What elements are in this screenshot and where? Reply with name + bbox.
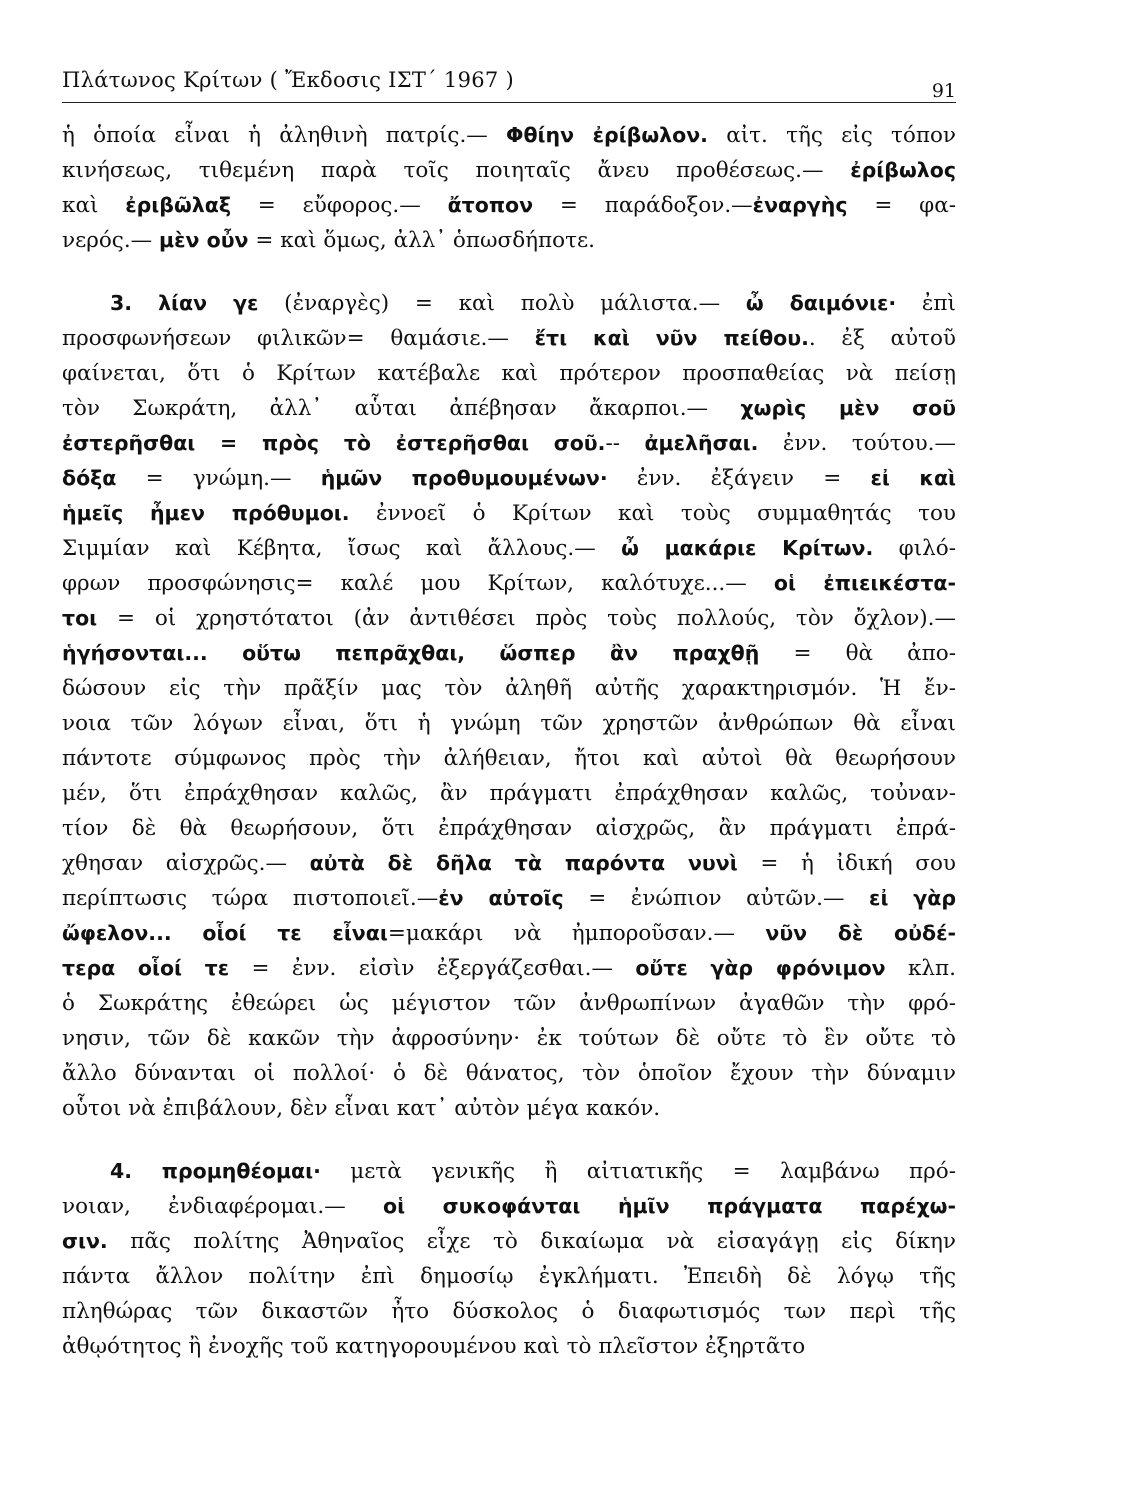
lemma-text: ὤφελον... οἷοί τε εἶναι [62, 921, 388, 945]
paragraph-1 [62, 118, 956, 258]
text-line [62, 1294, 956, 1329]
lemma-text: ἡμεῖς ἦμεν πρόθυμοι. [62, 501, 350, 525]
gloss-text: ἐνν. ἐξάγειν = [607, 466, 871, 491]
gloss-text: νοια τῶν λόγων εἶναι, ὅτι ἡ γνώμη τῶν χρηστῶν ἀνθρώπων θὰ εἶναι [62, 711, 956, 736]
gloss-text: =μακάρι νὰ ἠμποροῦσαν.— [387, 921, 766, 946]
text-line [62, 1224, 956, 1259]
lemma-text: χωρὶς μὲν σοῦ [740, 396, 956, 420]
gloss-text: δώσουν εἰς τὴν πρᾶξίν μας τὸν ἀληθῆ αὐτῆς χαρακτηρισμόν. Ἡ ἔν- [62, 676, 956, 701]
gloss-text: κινήσεως, τιθεμένη παρὰ τοῖς ποιηταῖς ἄνευ προθέσεως.— [62, 158, 851, 183]
text-line [62, 461, 956, 496]
text-line [62, 286, 956, 321]
gloss-text: ὁ Σωκράτης ἐθεώρει ὡς μέγιστον τῶν ἀνθρωπίνων ἀγαθῶν τὴν φρό- [62, 991, 956, 1016]
gloss-text: = εὔφορος.— [230, 193, 448, 218]
text-line [62, 496, 956, 531]
gloss-text: φρων προσφώνησις= καλέ μου Κρίτων, καλότυχε...— [62, 571, 774, 596]
gloss-text: πληθώρας τῶν δικαστῶν ἦτο δύσκολος ὁ διαφωτισμός των περὶ τῆς [62, 1299, 956, 1324]
gloss-text: . ἐξ αὐτοῦ [808, 326, 956, 351]
lemma-text: Φθίην ἐρίβωλον. [506, 123, 708, 147]
lemma-text: οἱ ἐπιεικέστα- [773, 571, 956, 595]
gloss-text: = ἡ ἰδική σου [737, 851, 956, 876]
gloss-text: = ἐνν. εἰσὶν ἐξεργάζεσθαι.— [229, 956, 636, 981]
gloss-text: προσφωνήσεων φιλικῶν= θαμάσιε.— [62, 326, 535, 351]
lemma-text: 4. προμηθέομαι· [110, 1159, 321, 1183]
gloss-text: (ἐναργὲς) = καὶ πολὺ μάλιστα.— [258, 291, 746, 316]
gloss-text: πᾶς πολίτης Ἀθηναῖος εἶχε τὸ δικαίωμα νὰ εἰσαγάγῃ εἰς δίκην [107, 1229, 956, 1254]
lemma-text: ὦ δαιμόνιε· [745, 291, 897, 315]
lemma-text: ἐριβῶλαξ [125, 193, 231, 217]
lemma-text: ἡγήσονται... οὕτω πεπρᾶχθαι, ὥσπερ ἂν πραχθῇ [62, 641, 760, 665]
gloss-text: πάντα ἄλλον πολίτην ἐπὶ δημοσίῳ ἐγκλήματι. Ἐπειδὴ δὲ λόγῳ τῆς [62, 1264, 956, 1289]
gloss-text: φιλό- [873, 536, 956, 561]
lemma-text: σιν. [62, 1229, 108, 1253]
text-line [62, 1021, 956, 1056]
text-line [62, 391, 956, 426]
gloss-text: = θὰ ἀπο- [759, 641, 957, 666]
text-line [62, 706, 956, 741]
lemma-text: ἐστερῆσθαι = πρὸς τὸ ἐστερῆσθαι σοῦ. [62, 431, 606, 455]
gloss-text: μέν, ὅτι ἐπράχθησαν καλῶς, ἂν πράγματι ἐπράχθησαν καλῶς, τοὐναν- [62, 781, 956, 806]
text-line [62, 601, 956, 636]
lemma-text: αὐτὰ δὲ δῆλα τὰ παρόντα νυνὶ [309, 851, 738, 875]
gloss-text: περίπτωσις τώρα πιστοποιεῖ.— [62, 886, 439, 911]
text-line [62, 636, 956, 671]
text-line [62, 426, 956, 461]
gloss-text: -- [605, 431, 645, 456]
lemma-text: ἡμῶν προθυμουμένων· [320, 466, 608, 490]
gloss-text: = ἐνώπιον αὐτῶν.— [563, 886, 870, 911]
text-line [62, 153, 956, 188]
gloss-text: τίον δὲ θὰ θεωρήσουν, ὅτι ἐπράχθησαν αἰσχρῶς, ἂν πράγματι ἐπρά- [62, 816, 956, 841]
text-line [62, 776, 956, 811]
text-line [62, 321, 956, 356]
text-line [62, 1091, 956, 1126]
lemma-text: ἐναργὴς [752, 193, 848, 217]
page-header [62, 62, 956, 103]
text-line [62, 916, 956, 951]
lemma-text: 3. λίαν γε [110, 291, 259, 315]
text-line [62, 188, 956, 223]
text-line [62, 846, 956, 881]
page-number: 91 [931, 80, 956, 102]
text-line [62, 1189, 956, 1224]
gloss-text: ἐπὶ [896, 291, 956, 316]
gloss-text: κλπ. [885, 956, 956, 981]
lemma-text: ἄτοπον [447, 193, 534, 217]
lemma-text: οὔτε γὰρ φρόνιμον [635, 956, 886, 980]
text-line [62, 1056, 956, 1091]
lemma-text: μὲν οὖν [159, 228, 249, 252]
commentary-body [62, 118, 956, 1364]
lemma-text: ἀμελῆσαι. [644, 431, 759, 455]
text-line [62, 671, 956, 706]
paragraph-2 [62, 286, 956, 1126]
text-line [62, 566, 956, 601]
gloss-text: νερός.— [62, 228, 160, 253]
gloss-text: ἡ ὁποία εἶναι ἡ ἀληθινὴ πατρίς.— [62, 123, 507, 148]
gloss-text: οὗτοι νὰ ἐπιβάλουν, δὲν εἶναι κατ᾽ αὐτὸν μέγα κακόν. [62, 1096, 661, 1121]
lemma-text: δόξα [62, 466, 117, 490]
lemma-text: τερα οἷοί τε [62, 956, 230, 980]
gloss-text: ἐνν. τούτου.— [758, 431, 956, 456]
lemma-text: ἐρίβωλος [850, 158, 956, 182]
text-line [62, 531, 956, 566]
gloss-text: φαίνεται, ὅτι ὁ Κρίτων κατέβαλε καὶ πρότερον προσπαθείας νὰ πείσῃ [62, 361, 956, 386]
lemma-text: ἐν αὐτοῖς [438, 886, 564, 910]
lemma-text: εἰ καὶ [870, 466, 957, 490]
lemma-text: οἱ συκοφάνται ἡμῖν πράγματα παρέχω- [383, 1194, 956, 1218]
gloss-text: ἐννοεῖ ὁ Κρίτων καὶ τοὺς συμμαθητάς του [349, 501, 956, 526]
text-line [62, 1154, 956, 1189]
text-line [62, 951, 956, 986]
gloss-text: πάντοτε σύμφωνος πρὸς τὴν ἀλήθειαν, ἤτοι καὶ αὐτοὶ θὰ θεωρήσουν [62, 746, 956, 771]
lemma-text: τοι [62, 606, 98, 630]
text-line [62, 881, 956, 916]
lemma-text: νῦν δὲ οὐδέ- [765, 921, 956, 945]
gloss-text: = γνώμη.— [116, 466, 321, 491]
lemma-text: εἰ γὰρ [869, 886, 957, 910]
gloss-text: αἰτ. τῆς εἰς τόπον [707, 123, 956, 148]
running-title: Πλάτωνος Κρίτων ( Ἔκδοσις ΙΣΤ΄ 1967 ) [62, 68, 515, 92]
gloss-text: = παράδοξον.— [533, 193, 753, 218]
text-line [62, 986, 956, 1021]
gloss-text: καὶ [62, 193, 126, 218]
text-line [62, 118, 956, 153]
text-line [62, 1259, 956, 1294]
gloss-text: ἀθῳότητος ἢ ἐνοχῆς τοῦ κατηγορουμένου καὶ τὸ πλεῖστον ἐξηρτᾶτο [62, 1334, 806, 1359]
paragraph-3 [62, 1154, 956, 1364]
gloss-text: νησιν, τῶν δὲ κακῶν τὴν ἀφροσύνην· ἐκ τούτων δὲ οὔτε τὸ ἓν οὔτε τὸ [62, 1026, 956, 1051]
gloss-text: νοιαν, ἐνδιαφέρομαι.— [62, 1194, 383, 1219]
gloss-text: τὸν Σωκράτη, ἀλλ᾽ αὗται ἀπέβησαν ἄκαρποι.— [62, 396, 741, 421]
gloss-text: χθησαν αἰσχρῶς.— [62, 851, 310, 876]
gloss-text: = οἱ χρηστότατοι (ἀν ἀντιθέσει πρὸς τοὺς πολλούς, τὸν ὄχλον).— [97, 606, 956, 631]
gloss-text: ἄλλο δύνανται οἱ πολλοί· ὁ δὲ θάνατος, τὸν ὁποῖον ἔχουν τὴν δύναμιν [62, 1061, 956, 1086]
text-line [62, 223, 956, 258]
gloss-text: Σιμμίαν καὶ Κέβητα, ἴσως καὶ ἄλλους.— [62, 536, 622, 561]
text-line [62, 811, 956, 846]
gloss-text: μετὰ γενικῆς ἢ αἰτιατικῆς = λαμβάνω πρό- [320, 1159, 956, 1184]
text-line [62, 1329, 956, 1364]
text-line [62, 741, 956, 776]
lemma-text: ἔτι καὶ νῦν πείθου. [534, 326, 809, 350]
gloss-text: = καὶ ὅμως, ἀλλ᾽ ὁπωσδήποτε. [248, 228, 595, 253]
gloss-text: = φα- [847, 193, 956, 218]
text-line [62, 356, 956, 391]
lemma-text: ὦ μακάριε Κρίτων. [621, 536, 874, 560]
